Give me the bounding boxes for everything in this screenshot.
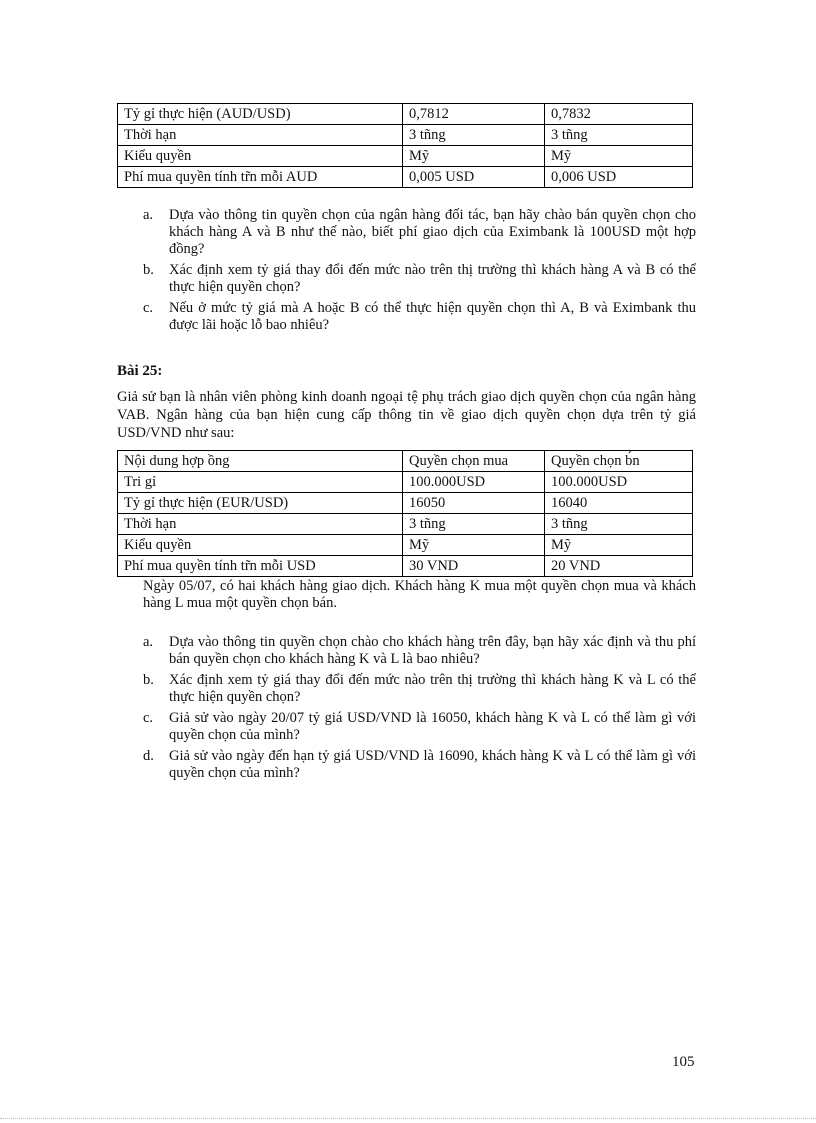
table-cell: 30 VND: [403, 556, 545, 577]
question-text: Giả sử vào ngày đến hạn tỷ giá USD/VND là 16090, khách hàng K và L có thể làm gì với quyền chọn của mình?: [169, 748, 696, 781]
table-cell: 3 tñng: [545, 514, 693, 535]
table-cell: 0,005 USD: [403, 167, 545, 188]
table-cell: Kiểu quyền: [118, 146, 403, 167]
table-cell: Nội dung hợp ồng: [118, 451, 403, 472]
table-row: [118, 514, 693, 535]
section-heading: Bài 25:: [117, 363, 163, 379]
question-text: Nếu ở mức tỷ giá mà A hoặc B có thể thực hiện quyền chọn thì A, B và Eximbank thu được lãi hoặc lỗ bao nhiêu?: [169, 300, 696, 333]
table-cell: Phí mua quyền tính tr̃n mỗi USD: [118, 556, 403, 577]
table-row: [118, 125, 693, 146]
table-cell: Thời hạn: [118, 514, 403, 535]
list-item: [143, 748, 696, 782]
page-number: 105: [672, 1054, 695, 1070]
table-cell: 100.000USD: [403, 472, 545, 493]
option-table-2: [117, 450, 693, 577]
table-row: [118, 104, 693, 125]
table-cell: Tri gỉ: [118, 472, 403, 493]
page-edge-divider: [0, 1118, 816, 1119]
list-marker: d.: [143, 748, 154, 764]
table-cell: Mỹ: [403, 146, 545, 167]
section-intro: Giả sử bạn là nhân viên phòng kinh doanh ngoại tệ phụ trách giao dịch quyền chọn của ngân hàng VAB. Ngân hàng của bạn hiện cung cấp thông tin về giao dịch quyền chọn dựa trên tỷ giá USD/VND như sau:: [117, 389, 696, 441]
table-cell: 3 tñng: [403, 125, 545, 146]
table-cell: Kiểu quyền: [118, 535, 403, 556]
list-marker: c.: [143, 300, 154, 316]
question-text: Xác định xem tỷ giá thay đổi đến mức nào trên thị trường thì khách hàng A và B có thể thực hiện quyền chọn?: [169, 262, 696, 295]
list-item: [143, 300, 696, 334]
table-cell: Mỹ: [545, 146, 693, 167]
table-cell: Quyền chọn mua: [403, 451, 545, 472]
transaction-note: Ngày 05/07, có hai khách hàng giao dịch. Khách hàng K mua một quyền chọn mua và khách hàng L mua một quyền chọn bán.: [143, 578, 696, 611]
table-cell: Thời hạn: [118, 125, 403, 146]
option-table-1: [117, 103, 693, 188]
table-cell: 3 tñng: [545, 125, 693, 146]
question-text: Dựa vào thông tin quyền chọn chào cho khách hàng trên đây, bạn hãy xác định và thu phí bán quyền chọn cho khách hàng K và L là bao nhiêu?: [169, 634, 696, 667]
table-cell: 3 tñng: [403, 514, 545, 535]
list-item: [143, 672, 696, 706]
list-item: [143, 262, 696, 296]
table-row: [118, 451, 693, 472]
list-marker: a.: [143, 207, 154, 223]
table-cell: Mỹ: [403, 535, 545, 556]
table-cell: Phí mua quyền tính tr̃n mỗi AUD: [118, 167, 403, 188]
table-row: [118, 146, 693, 167]
table-cell: 16040: [545, 493, 693, 514]
table-cell: Mỹ: [545, 535, 693, 556]
question-list-1: [143, 207, 696, 338]
table-row: [118, 167, 693, 188]
list-marker: b.: [143, 672, 154, 688]
table-cell: 20 VND: [545, 556, 693, 577]
table-row: [118, 556, 693, 577]
question-text: Xác định xem tỷ giá thay đổi đến mức nào trên thị trường thì khách hàng K và L có thể thực hiện quyền chọn?: [169, 672, 696, 705]
question-text: Giả sử vào ngày 20/07 tỷ giá USD/VND là 16050, khách hàng K và L có thể làm gì với quyền chọn của mình?: [169, 710, 696, 743]
table-cell: 0,7832: [545, 104, 693, 125]
list-marker: b.: [143, 262, 154, 278]
question-text: Dựa vào thông tin quyền chọn của ngân hàng đối tác, bạn hãy chào bán quyền chọn cho khách hàng A và B như thế nào, biết phí giao dịch của Eximbank là 100USD một hợp đồng?: [169, 207, 696, 257]
table-row: [118, 472, 693, 493]
table-row: [118, 493, 693, 514]
table-cell: 0,006 USD: [545, 167, 693, 188]
table-cell: Tỷ gỉ thực hiện (EUR/USD): [118, 493, 403, 514]
question-list-2: [143, 634, 696, 786]
table-cell: 16050: [403, 493, 545, 514]
list-marker: a.: [143, 634, 154, 650]
table-cell: Tỷ gỉ thực hiện (AUD/USD): [118, 104, 403, 125]
list-marker: c.: [143, 710, 154, 726]
table-cell: Quyền chọn b́n: [545, 451, 693, 472]
table-row: [118, 535, 693, 556]
table-cell: 100.000USD: [545, 472, 693, 493]
list-item: [143, 634, 696, 668]
table-cell: 0,7812: [403, 104, 545, 125]
list-item: [143, 710, 696, 744]
list-item: [143, 207, 696, 258]
